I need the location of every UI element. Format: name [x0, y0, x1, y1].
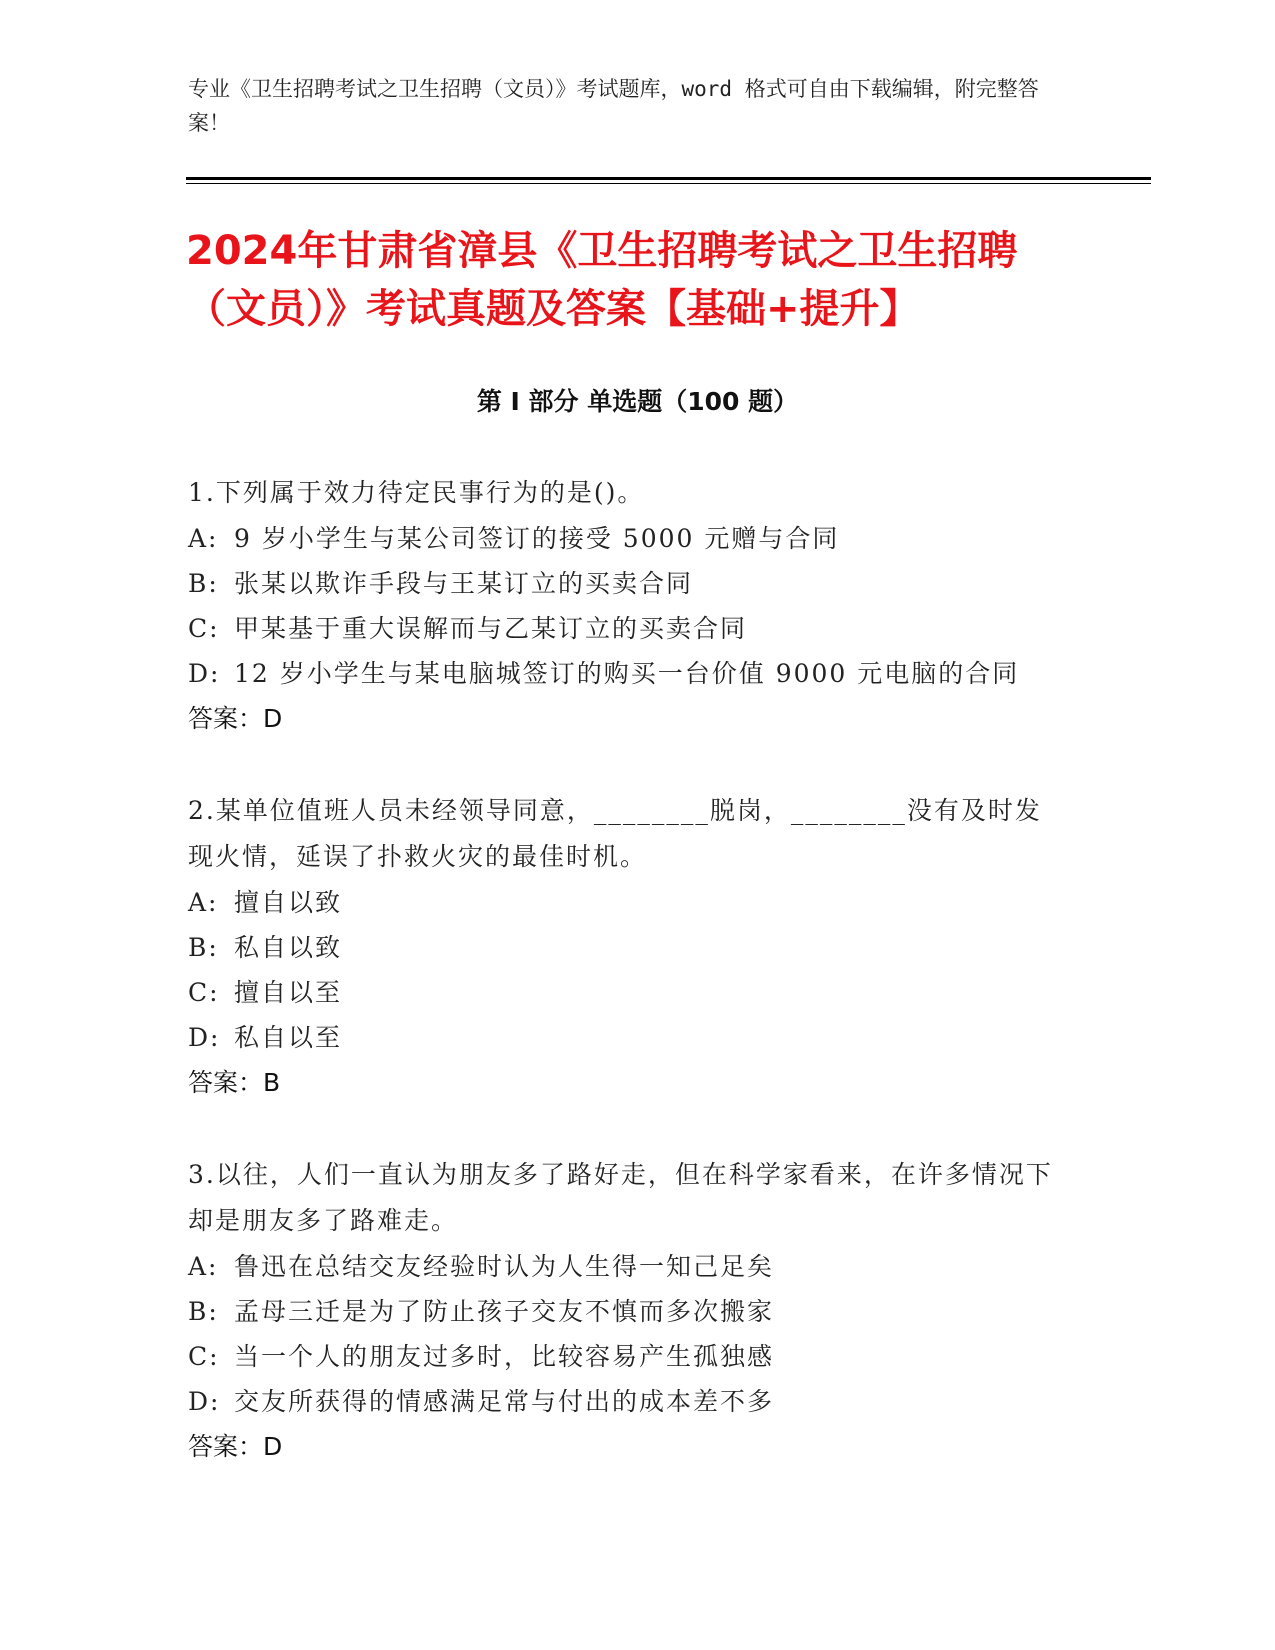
- option-text: 9 岁小学生与某公司签订的接受 5000 元赠与合同: [234, 524, 840, 553]
- answer-value: D: [263, 704, 283, 733]
- option-d: [188, 1015, 1068, 1060]
- document-title: 2024年甘肃省漳县《卫生招聘考试之卫生招聘（文员）》考试真题及答案【基础+提升】: [186, 228, 1018, 332]
- answer-label: 答案：: [188, 1432, 264, 1461]
- option-a: [188, 880, 1068, 925]
- option-a: [188, 1244, 1068, 1289]
- section-title: 第 I 部分 单选题（100 题）: [476, 387, 799, 416]
- option-text: 甲某基于重大误解而与乙某订立的买卖合同: [234, 614, 748, 643]
- option-b: [188, 561, 1068, 606]
- option-c: [188, 606, 1068, 651]
- option-text: 当一个人的朋友过多时，比较容易产生孤独感: [234, 1342, 775, 1371]
- question-1: [188, 470, 1068, 742]
- option-letter: A:: [188, 524, 219, 553]
- option-letter: B:: [188, 933, 219, 962]
- question-text: 3.以往，人们一直认为朋友多了路好走，但在科学家看来，在许多情况下却是朋友多了路难走。: [188, 1160, 1053, 1235]
- option-text: 孟母三迁是为了防止孩子交友不慎而多次搬家: [234, 1297, 775, 1326]
- question-2: [188, 788, 1068, 1106]
- option-letter: C:: [188, 978, 220, 1007]
- option-text: 张某以欺诈手段与王某订立的买卖合同: [234, 569, 694, 598]
- option-a: [188, 516, 1068, 561]
- option-text: 私自以致: [234, 933, 343, 962]
- header-divider-thin: [186, 183, 1151, 184]
- question-text: 1.下列属于效力待定民事行为的是()。: [188, 478, 645, 507]
- option-letter: C:: [188, 1342, 220, 1371]
- answer-line: [188, 1424, 1068, 1470]
- option-c: [188, 1334, 1068, 1379]
- header-note: 专业《卫生招聘考试之卫生招聘（文员）》考试题库，word 格式可自由下载编辑，附完整答案！: [188, 77, 1039, 135]
- answer-label: 答案：: [188, 704, 264, 733]
- option-letter: C:: [188, 614, 220, 643]
- question-text: 2.某单位值班人员未经领导同意，________脱岗，________没有及时发现火情，延误了扑救火灾的最佳时机。: [188, 796, 1042, 871]
- option-c: [188, 970, 1068, 1015]
- option-letter: A:: [188, 888, 219, 917]
- option-b: [188, 925, 1068, 970]
- option-b: [188, 1289, 1068, 1334]
- option-letter: A:: [188, 1252, 219, 1281]
- option-letter: B:: [188, 569, 219, 598]
- option-letter: D:: [188, 659, 221, 688]
- option-text: 私自以至: [234, 1023, 343, 1052]
- question-list: [188, 470, 1068, 1516]
- question-3: [188, 1152, 1068, 1470]
- option-d: [188, 651, 1068, 696]
- option-text: 鲁迅在总结交友经验时认为人生得一知己足矣: [234, 1252, 775, 1281]
- option-text: 擅自以致: [234, 888, 343, 917]
- header-divider-thick: [186, 177, 1151, 180]
- answer-value: D: [263, 1432, 283, 1461]
- option-letter: D:: [188, 1387, 221, 1416]
- option-d: [188, 1379, 1068, 1424]
- answer-label: 答案：: [188, 1068, 264, 1097]
- answer-line: [188, 696, 1068, 742]
- answer-value: B: [263, 1068, 281, 1097]
- answer-line: [188, 1060, 1068, 1106]
- option-letter: B:: [188, 1297, 219, 1326]
- option-text: 交友所获得的情感满足常与付出的成本差不多: [234, 1387, 775, 1416]
- option-text: 12 岁小学生与某电脑城签订的购买一台价值 9000 元电脑的合同: [234, 659, 1020, 688]
- option-text: 擅自以至: [234, 978, 343, 1007]
- option-letter: D:: [188, 1023, 221, 1052]
